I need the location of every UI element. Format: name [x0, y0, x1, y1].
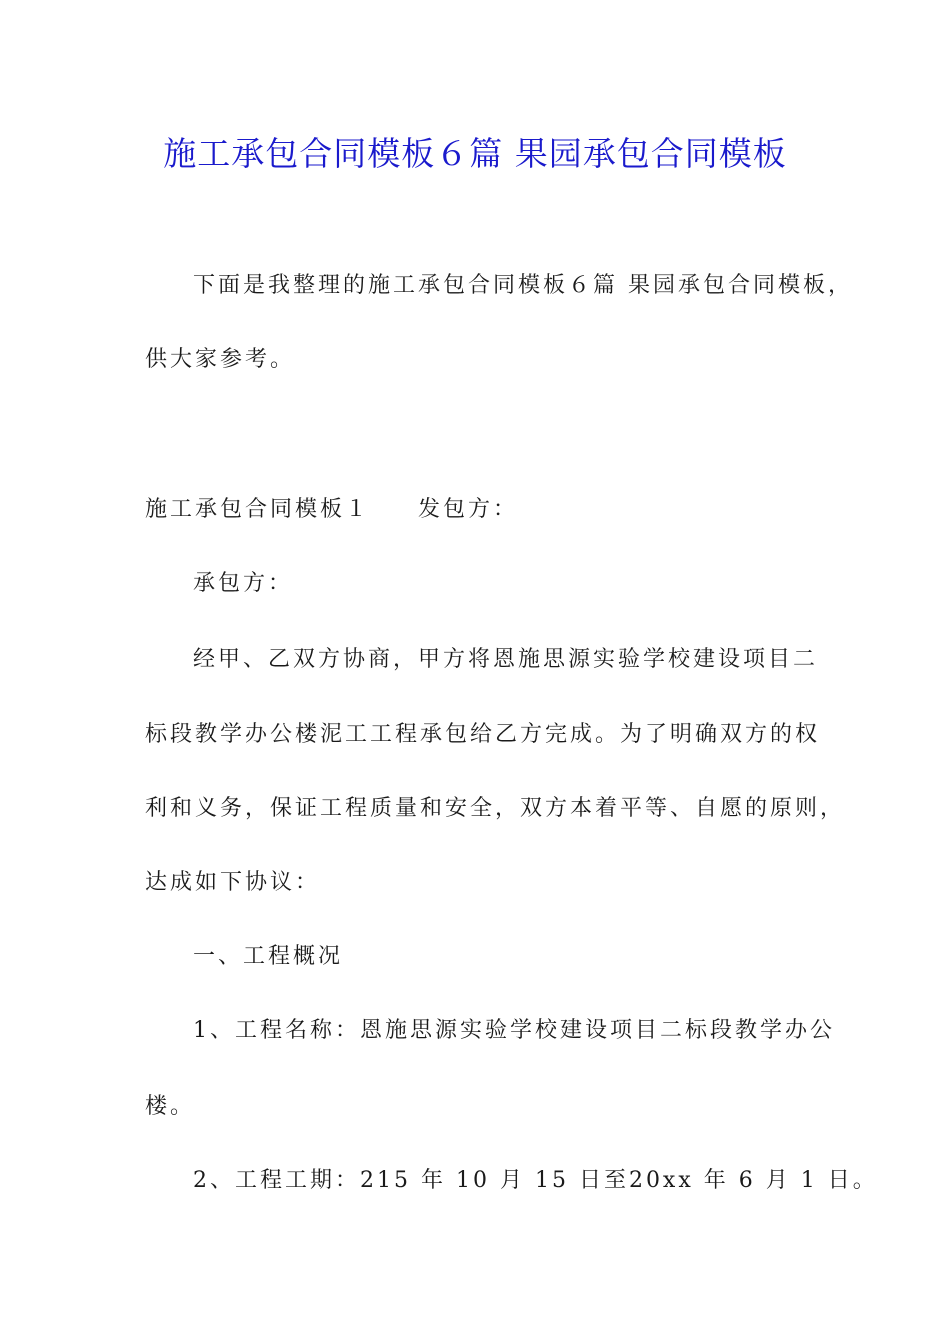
item1-line-2: 楼。: [145, 1094, 196, 1119]
item1-line-1: 1、工程名称：恩施思源实验学校建设项目二标段教学办公: [193, 1018, 835, 1043]
document-title: 施工承包合同模板６篇 果园承包合同模板: [163, 134, 787, 173]
overview-heading: 一、工程概况: [193, 944, 344, 969]
para1-line-2: 标段教学办公楼泥工工程承包给乙方完成。为了明确双方的权: [145, 722, 821, 747]
party-a-label: 发包方：: [418, 497, 519, 522]
para1-line-4: 达成如下协议：: [145, 870, 321, 895]
section-heading: 施工承包合同模板１: [145, 497, 371, 522]
party-b-label: 承包方：: [193, 571, 294, 596]
intro-line-2: 供大家参考。: [145, 347, 296, 372]
intro-line-1: 下面是我整理的施工承包合同模板６篇 果园承包合同模板，: [193, 273, 853, 298]
para1-line-1: 经甲、乙双方协商，甲方将恩施思源实验学校建设项目二: [193, 647, 819, 672]
section-heading-line: [145, 495, 518, 525]
item2-line: 2、工程工期：215 年 10 月 15 日至20xx 年 6 月 1 日。: [193, 1168, 878, 1193]
para1-line-3: 利和义务，保证工程质量和安全，双方本着平等、自愿的原则，: [145, 796, 846, 821]
